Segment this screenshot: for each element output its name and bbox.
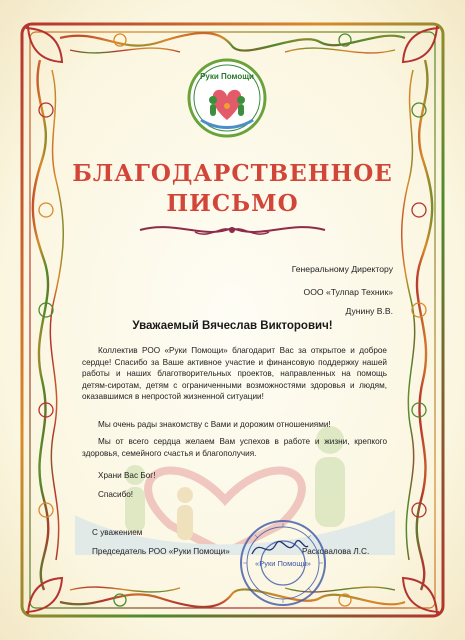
logo-name: Руки Помощи [200,72,254,81]
stamp-center-text: «Руки Помощи» [255,559,311,568]
body-paragraph-1: Коллектив РОО «Руки Помощи» благодарит Вас за открытое и доброе сердце! Спасибо за Ваше активное участие и финансовую поддержку нашей работы и наших благотворительных проектов, направленных на помощь детям-сиротам, детям с ограниченными возможностями здоровья и людям, оказавшимся в непростой жизненной ситуации! [82,346,387,402]
body-thanks: Спасибо! [98,490,134,499]
addressee-company: ООО «Тулпар Техник» [303,287,393,297]
greeting: Уважаемый Вячеслав Викторович! [132,320,333,332]
title-line-1: БЛАГОДАРСТВЕННОЕ [72,160,393,187]
addressee-position: Генеральному Директору [291,264,393,274]
signature-name: Расковалова Л.С. [302,547,370,556]
signature-scribble [250,532,310,562]
title-flourish [135,218,330,242]
body-paragraph-3: Мы от всего сердца желаем Вам успехов в работе и жизни, крепкого здоровья, семейного счастья и благополучия. [82,437,387,458]
title-line-2: ПИСЬМО [166,190,299,217]
body-paragraph-2: Мы очень рады знакомству с Вами и дорожим отношениями! [98,420,331,429]
body-blessing: Храни Вас Бог! [98,471,156,480]
signature-role: Председатель РОО «Руки Помощи» [92,547,230,556]
organization-logo [187,58,267,138]
signature-closing: С уважением [92,528,143,537]
addressee-name: Дунину В.В. [345,306,393,316]
